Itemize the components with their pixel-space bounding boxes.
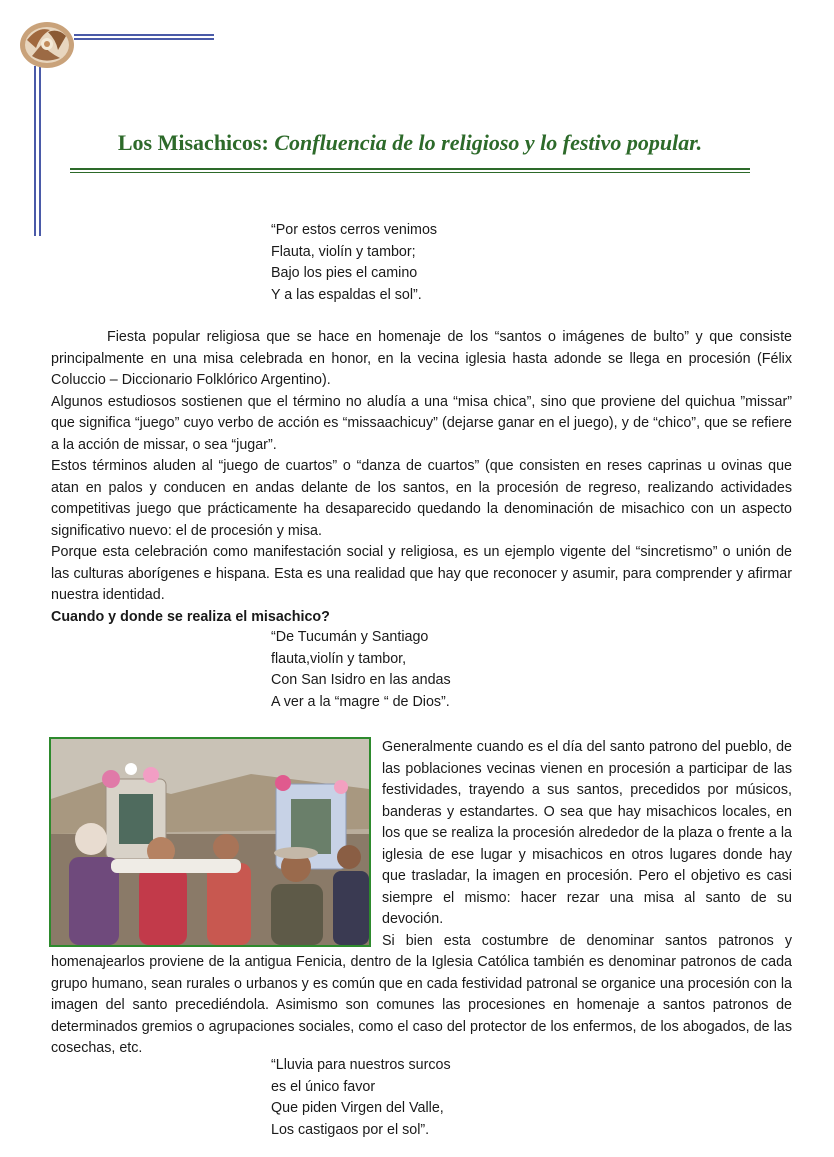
title-main: Los Misachicos — [117, 130, 262, 155]
verse-line: Flauta, violín y tambor; — [271, 243, 416, 260]
body-text-2 — [51, 737, 792, 1060]
verse-line: “Por estos cerros venimos — [271, 222, 438, 238]
paragraph: Fiesta popular religiosa que se hace en homenaje de los “santos o imágenes de bulto” y que consiste principalmente en una misa celebrada en honor, en la vecina iglesia hasta adonde se llega en procesión (Félix Coluccio – Diccionario Folklórico Argentino). — [51, 329, 792, 388]
verse-line: “Lluvia para nuestros surcos — [271, 1057, 451, 1073]
title-subtitle: Confluencia de lo religioso y lo festivo popular. — [274, 130, 703, 155]
verse-line: Que piden Virgen del Valle, — [271, 1100, 444, 1116]
verse-line: es el único favor — [271, 1078, 376, 1095]
verse-block-3 — [271, 1055, 451, 1141]
verse-line: Los castigaos por el sol”. — [271, 1121, 430, 1138]
verse-line: Bajo los pies el camino — [271, 265, 418, 281]
verse-line: A ver a la “magre “ de Dios”. — [271, 693, 450, 710]
verse-line: Y a las espaldas el sol”. — [271, 286, 422, 303]
verse-line: “De Tucumán y Santiago — [271, 629, 429, 645]
verse-block-1 — [271, 220, 437, 306]
paragraph: Si bien esta costumbre de denominar santos patronos y homenajearlos proviene de la antigua Fenicia, dentro de la Iglesia Católica también es denominar patronos de cada grupo humano, sean rurales o urbanos y es común que en cada festividad patronal se organice una procesión con la imagen del santo precediéndola. Asimismo son comunes las procesiones en homenaje a santos patronos de determinados gremios o agrupaciones sociales, como el caso del protector de los enfermos, de los abogados, de las cosechas, etc. — [51, 932, 792, 1056]
section-subheading: Cuando y donde se realiza el misachico? — [51, 608, 330, 625]
body-text-1 — [51, 327, 792, 628]
title-underline — [70, 168, 750, 173]
decorative-horizontal-rule — [74, 34, 214, 40]
verse-line: flauta,violín y tambor, — [271, 650, 407, 667]
paragraph: Estos términos aluden al “juego de cuartos” o “danza de cuartos” (que consisten en reses caprinas u ovinas que atan en palos y conducen en andas delante de los santos, en la procesión de regreso, realizando actividades competitivas juego que prácticamente ha desaparecido quedando la denominación de misachico con un aspecto significativo nuevo: el de procesión y misa. — [51, 458, 792, 539]
verse-block-2 — [271, 627, 451, 713]
paragraph: Porque esta celebración como manifestación social y religiosa, es un ejemplo vigente del “sincretismo” o unión de las culturas aborígenes e hispana. Esta es una realidad que hay que reconocer y asumir, para comprender y afirmar nuestra identidad. — [51, 544, 792, 603]
decorative-vertical-rule — [34, 66, 41, 236]
photo-wrap-spacer — [51, 737, 382, 943]
paragraph: Generalmente cuando es el día del santo patrono del pueblo, de las poblaciones vecinas vienen en procesión a participar de las festividades, trayendo a sus santos, precedidos por músicos, banderas y estandartes. O sea que hay misachicos locales, en los que se realiza la procesión alrededor de la plaza o frente a la iglesia de ese lugar y misachicos en otros lugares donde hay que trasladar, la imagen en procesión. Pero el objetivo es casi siempre el mismo: hacer rezar una misa al santo de su devoción. — [382, 739, 792, 927]
title-colon: : — [261, 130, 269, 155]
seed-ornament-icon — [18, 18, 76, 70]
verse-line: Con San Isidro en las andas — [271, 672, 451, 688]
paragraph: Algunos estudiosos sostienen que el término no aludía a una “misa chica”, sino que proviene del quichua ”missar” que significa “juego” cuyo verbo de acción es “missaachicuy” (dejarse ganar en el juego), y de “chico”, que se refiere a la acción de missar, o sea “jugar”. — [51, 393, 792, 453]
page-title — [70, 130, 750, 156]
